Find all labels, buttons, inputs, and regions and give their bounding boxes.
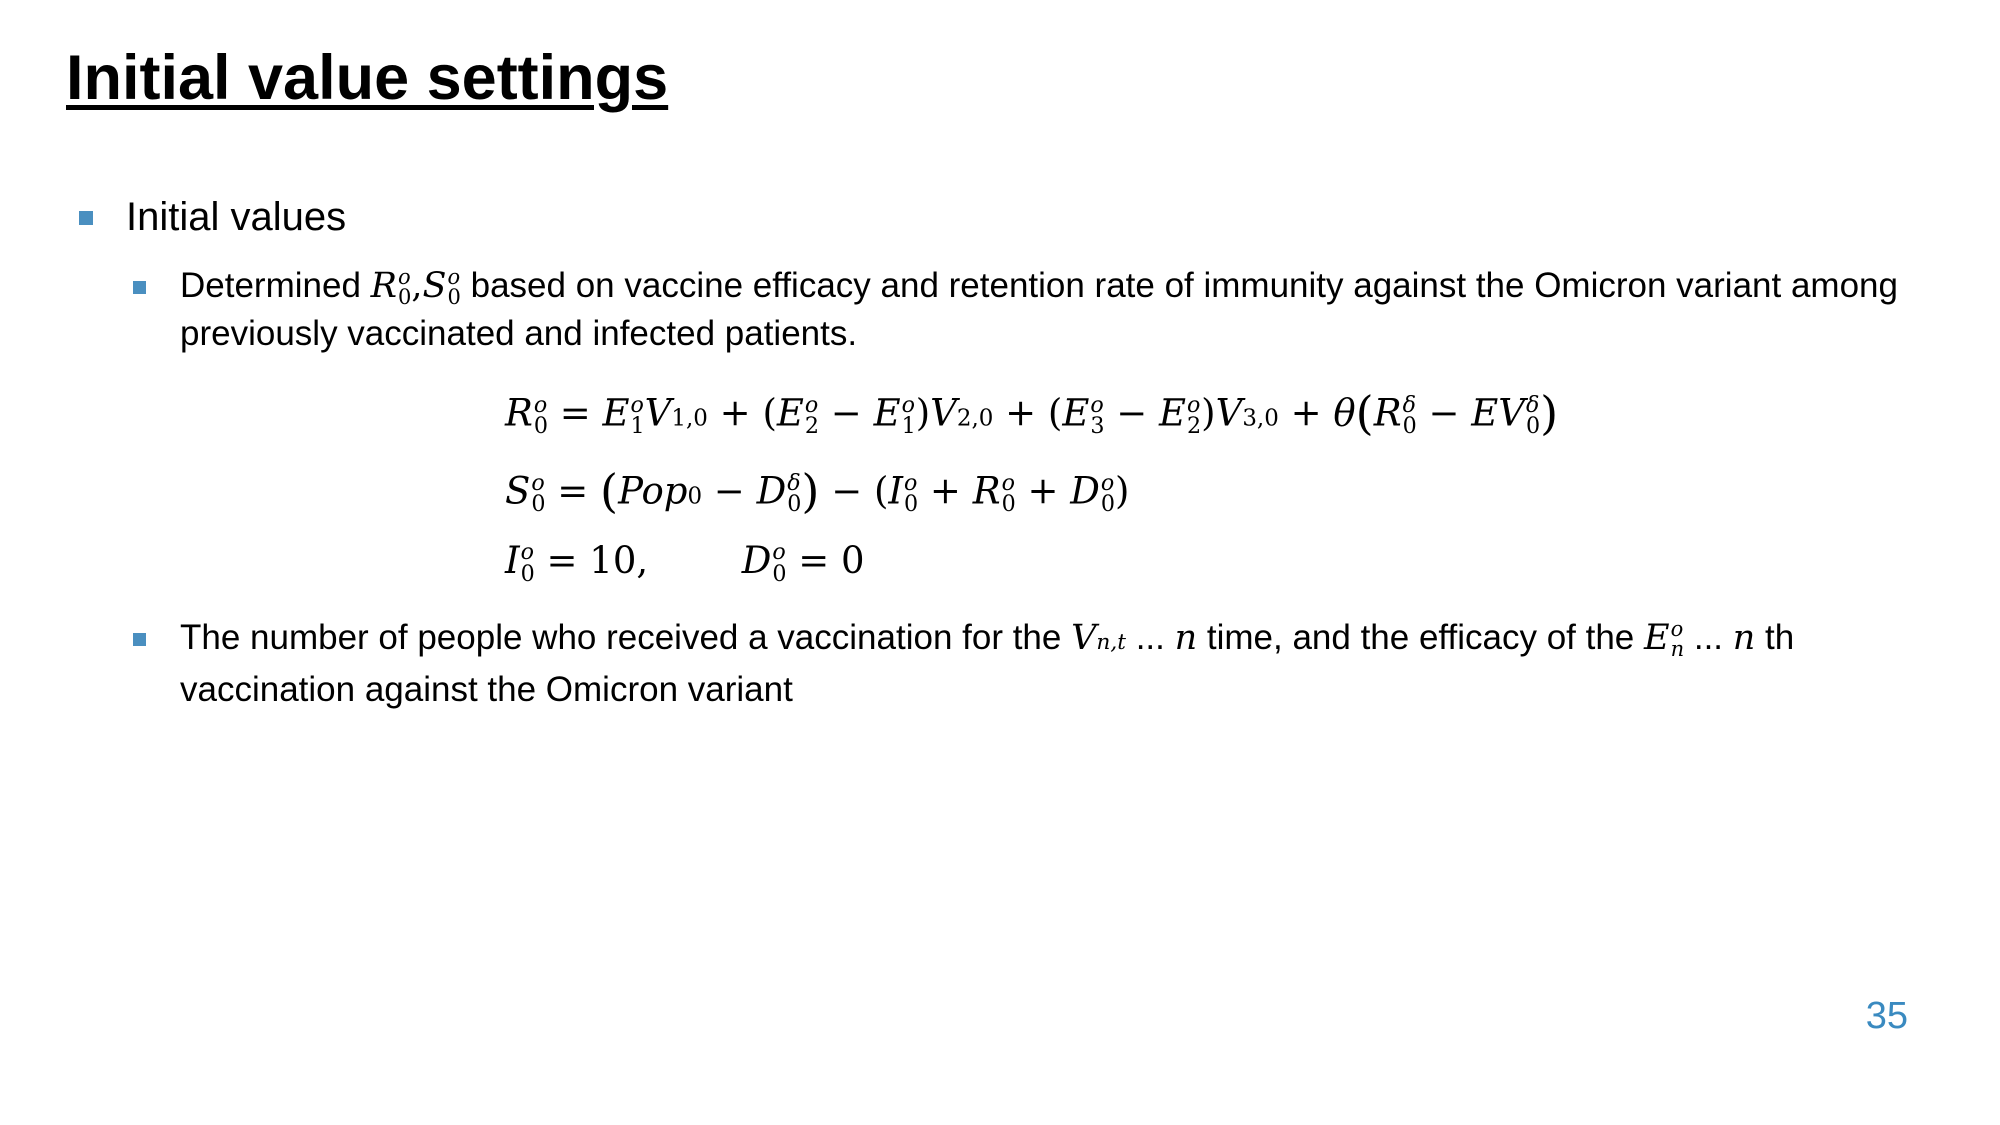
bullet-text: time, and the efficacy of the <box>1206 618 1635 657</box>
bullet-square-icon <box>79 211 93 225</box>
bullet-initial-values: Initial values <box>126 195 347 239</box>
bullet-text: The number of people who received a vaccination for the <box>180 618 1062 657</box>
equation-initial-counts: I o 0 = 10, D o 0 = 0 <box>505 539 865 587</box>
math-v-nt: Vn,t <box>1071 618 1126 658</box>
bullet-text: th vaccination against the Omicron variant <box>180 618 1795 709</box>
bullet-vaccination-count: The number of people who received a vaccination for the Vn,t ... n time, and the efficacy of the E o n ... n th vaccination against the Omicron variant <box>180 616 1795 709</box>
bullet-determined <box>180 262 1960 357</box>
bullet-square-icon <box>133 633 146 646</box>
math-e-n: E o n <box>1644 616 1685 661</box>
equation-s0: S o 0 = (Pop0 − D δ 0 ) − (I o 0 + R o 0 + D o 0 ) <box>505 464 1130 518</box>
page-number: 35 <box>1865 995 1908 1037</box>
bullet-text: based on vaccine efficacy and retention rate of immunity against the Omicron variant among previously vaccinated and infected patients. <box>180 266 1898 353</box>
math-r0-s0: R o 0 ,S o 0 <box>370 264 461 309</box>
bullet-square-icon <box>133 281 146 294</box>
slide-title: Initial value settings <box>66 43 669 113</box>
bullet-text: Determined <box>180 266 361 305</box>
equation-r0: R o 0 = E o 1 V1,0 + (E o 2 − E o 1 )V2,0 + (E o 3 − E o 2 )V3,0 + θ(R δ 0 − EV δ 0 ) <box>505 386 1559 440</box>
